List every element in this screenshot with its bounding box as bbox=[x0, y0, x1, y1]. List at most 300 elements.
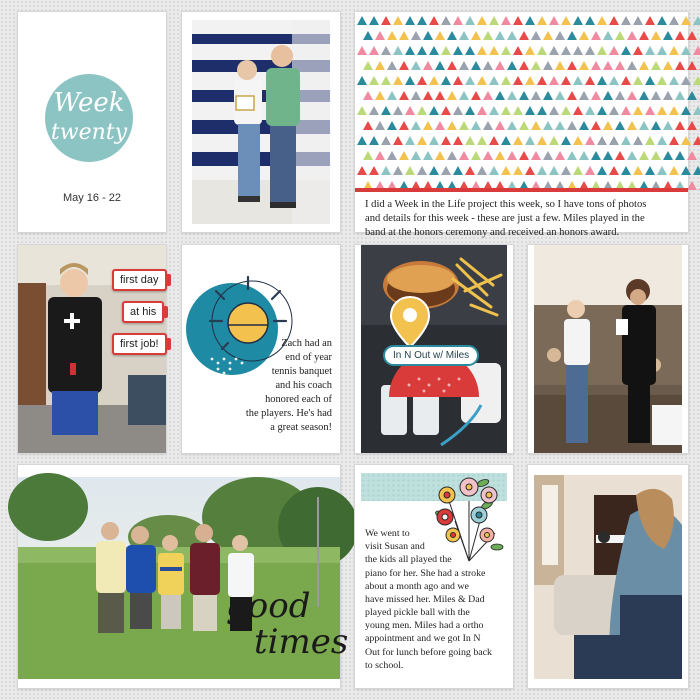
pattern-triangle bbox=[567, 151, 577, 160]
pattern-triangle bbox=[549, 136, 559, 145]
visit-line: played pickle ball with the bbox=[365, 607, 470, 619]
pattern-triangle bbox=[429, 16, 439, 25]
pattern-triangle bbox=[465, 46, 475, 55]
pattern-triangle bbox=[417, 106, 427, 115]
pattern-triangle bbox=[495, 31, 505, 40]
pattern-triangle bbox=[567, 61, 577, 70]
pattern-triangle bbox=[357, 106, 367, 115]
visit-line: We went to bbox=[365, 528, 410, 539]
pattern-triangle bbox=[645, 76, 655, 85]
pattern-triangle bbox=[435, 91, 445, 100]
tennis-line: honored each of bbox=[265, 394, 332, 406]
pattern-triangle bbox=[375, 31, 385, 40]
pattern-triangle bbox=[615, 61, 625, 70]
pattern-triangle bbox=[585, 166, 595, 175]
pattern-triangle bbox=[531, 151, 541, 160]
honors-card bbox=[528, 245, 688, 453]
pattern-triangle bbox=[393, 166, 403, 175]
pattern-triangle bbox=[573, 136, 583, 145]
pattern-triangle bbox=[645, 166, 655, 175]
pattern-triangle bbox=[585, 46, 595, 55]
pattern-triangle bbox=[495, 91, 505, 100]
pattern-triangle bbox=[537, 46, 547, 55]
pattern-triangle bbox=[453, 46, 463, 55]
tennis-line: end of year bbox=[285, 352, 332, 364]
pattern-triangle bbox=[669, 46, 679, 55]
pattern-triangle bbox=[399, 91, 409, 100]
pattern-triangle bbox=[477, 16, 487, 25]
visit-line: have missed her. Miles & Dad bbox=[365, 593, 485, 605]
at-his-tag: at his bbox=[122, 301, 164, 323]
pattern-triangle bbox=[489, 76, 499, 85]
pattern-triangle bbox=[675, 91, 685, 100]
pattern-triangle bbox=[495, 61, 505, 70]
pattern-triangle bbox=[633, 136, 643, 145]
pattern-triangle bbox=[387, 121, 397, 130]
pattern-triangle bbox=[507, 121, 517, 130]
pattern-triangle bbox=[483, 31, 493, 40]
pattern-triangle bbox=[405, 46, 415, 55]
pattern-triangle bbox=[477, 136, 487, 145]
pattern-triangle bbox=[459, 31, 469, 40]
tennis-line: the players. He's had bbox=[245, 408, 332, 420]
pattern-triangle bbox=[453, 106, 463, 115]
pattern-triangle bbox=[375, 91, 385, 100]
pattern-triangle bbox=[357, 76, 367, 85]
pattern-triangle bbox=[603, 151, 613, 160]
visit-card bbox=[355, 465, 513, 688]
pattern-triangle bbox=[573, 16, 583, 25]
pattern-triangle bbox=[357, 16, 367, 25]
pattern-triangle bbox=[663, 31, 673, 40]
pattern-triangle bbox=[525, 46, 535, 55]
pattern-triangle bbox=[531, 91, 541, 100]
pattern-triangle bbox=[561, 166, 571, 175]
pattern-triangle bbox=[645, 16, 655, 25]
pattern-triangle bbox=[447, 31, 457, 40]
pattern-triangle bbox=[483, 61, 493, 70]
pattern-triangle bbox=[681, 46, 691, 55]
pattern-triangle bbox=[543, 61, 553, 70]
pattern-triangle bbox=[537, 16, 547, 25]
pattern-triangle bbox=[657, 16, 667, 25]
pattern-triangle bbox=[591, 121, 601, 130]
pattern-triangle bbox=[471, 151, 481, 160]
pattern-triangle bbox=[435, 151, 445, 160]
pattern-triangle bbox=[645, 136, 655, 145]
first-job-card bbox=[18, 245, 166, 453]
pattern-triangle bbox=[483, 121, 493, 130]
pattern-triangle bbox=[477, 106, 487, 115]
pattern-triangle bbox=[387, 91, 397, 100]
pattern-triangle bbox=[357, 136, 367, 145]
pattern-triangle bbox=[603, 91, 613, 100]
pattern-triangle bbox=[585, 106, 595, 115]
award-photo-card bbox=[182, 12, 340, 232]
pattern-triangle bbox=[633, 106, 643, 115]
pattern-triangle bbox=[567, 91, 577, 100]
tennis-line: a great season! bbox=[270, 422, 332, 434]
pattern-triangle bbox=[543, 121, 553, 130]
pattern-triangle bbox=[417, 16, 427, 25]
pattern-triangle bbox=[477, 76, 487, 85]
red-divider bbox=[355, 188, 688, 192]
pattern-triangle bbox=[429, 76, 439, 85]
pattern-triangle bbox=[507, 91, 517, 100]
pattern-triangle bbox=[585, 136, 595, 145]
pattern-triangle bbox=[537, 106, 547, 115]
pattern-triangle bbox=[399, 61, 409, 70]
pattern-triangle bbox=[531, 61, 541, 70]
pattern-triangle bbox=[441, 136, 451, 145]
week-number-word: twenty bbox=[50, 120, 128, 145]
pattern-triangle bbox=[471, 121, 481, 130]
title-card bbox=[18, 12, 166, 232]
week-word: Week bbox=[53, 88, 125, 118]
pattern-triangle bbox=[639, 31, 649, 40]
tennis-text bbox=[246, 337, 332, 435]
pattern-triangle bbox=[441, 106, 451, 115]
pattern-triangle bbox=[621, 166, 631, 175]
visit-line: young men. Miles had a ortho bbox=[365, 620, 484, 632]
pattern-triangle bbox=[411, 121, 421, 130]
pattern-triangle bbox=[369, 76, 379, 85]
pattern-triangle bbox=[555, 61, 565, 70]
pattern-triangle bbox=[453, 76, 463, 85]
pattern-triangle bbox=[681, 166, 691, 175]
pattern-triangle bbox=[447, 91, 457, 100]
visit-line: the kids all played the bbox=[365, 554, 452, 566]
pattern-triangle bbox=[519, 151, 529, 160]
pattern-triangle bbox=[513, 46, 523, 55]
pattern-triangle bbox=[501, 136, 511, 145]
pattern-triangle bbox=[687, 61, 697, 70]
journal-line: and details for this week - these are just a few. Miles played in the bbox=[365, 212, 645, 224]
pattern-triangle bbox=[363, 61, 373, 70]
pattern-triangle bbox=[675, 31, 685, 40]
pattern-triangle bbox=[501, 76, 511, 85]
pattern-triangle bbox=[597, 76, 607, 85]
pattern-triangle bbox=[621, 16, 631, 25]
pattern-triangle bbox=[681, 106, 691, 115]
pattern-triangle bbox=[609, 166, 619, 175]
pattern-triangle bbox=[639, 61, 649, 70]
pattern-triangle bbox=[597, 46, 607, 55]
pattern-triangle bbox=[447, 121, 457, 130]
pattern-triangle bbox=[525, 16, 535, 25]
pattern-triangle bbox=[663, 91, 673, 100]
pattern-triangle bbox=[615, 31, 625, 40]
pattern-triangle bbox=[681, 16, 691, 25]
pattern-triangle bbox=[453, 16, 463, 25]
journal-week-text bbox=[365, 198, 683, 240]
pattern-triangle bbox=[501, 16, 511, 25]
pattern-triangle bbox=[657, 166, 667, 175]
pattern-triangle bbox=[387, 31, 397, 40]
pattern-triangle bbox=[561, 76, 571, 85]
pattern-triangle bbox=[579, 91, 589, 100]
pattern-triangle bbox=[519, 121, 529, 130]
pattern-triangle bbox=[687, 151, 697, 160]
pattern-journal-card bbox=[355, 12, 688, 238]
pattern-triangle bbox=[423, 151, 433, 160]
pattern-triangle bbox=[561, 136, 571, 145]
pattern-triangle bbox=[549, 16, 559, 25]
pattern-triangle bbox=[411, 61, 421, 70]
pattern-triangle bbox=[357, 166, 367, 175]
pattern-triangle bbox=[669, 166, 679, 175]
pattern-triangle bbox=[447, 151, 457, 160]
pattern-triangle bbox=[441, 76, 451, 85]
pattern-triangle bbox=[693, 166, 700, 175]
pattern-triangle bbox=[363, 31, 373, 40]
pattern-triangle bbox=[411, 151, 421, 160]
tennis-line: tennis banquet bbox=[271, 366, 332, 378]
pattern-triangle bbox=[411, 91, 421, 100]
pattern-triangle bbox=[369, 46, 379, 55]
pattern-triangle bbox=[579, 151, 589, 160]
pattern-triangle bbox=[525, 136, 535, 145]
pattern-triangle bbox=[429, 136, 439, 145]
visit-line: about a month ago and we bbox=[365, 580, 469, 592]
pattern-triangle bbox=[579, 121, 589, 130]
pattern-triangle bbox=[657, 76, 667, 85]
good-word: good bbox=[226, 586, 311, 626]
food-card bbox=[355, 245, 513, 453]
pattern-triangle bbox=[375, 61, 385, 70]
pattern-triangle bbox=[609, 46, 619, 55]
pattern-triangle bbox=[489, 136, 499, 145]
pattern-triangle bbox=[687, 181, 697, 190]
pattern-triangle bbox=[393, 46, 403, 55]
pattern-triangle bbox=[441, 46, 451, 55]
honors-photo bbox=[534, 245, 682, 453]
pattern-triangle bbox=[615, 91, 625, 100]
pattern-triangle bbox=[435, 121, 445, 130]
pattern-triangle bbox=[567, 121, 577, 130]
pattern-triangle bbox=[615, 151, 625, 160]
pattern-triangle bbox=[393, 76, 403, 85]
pattern-triangle bbox=[645, 106, 655, 115]
pattern-triangle bbox=[429, 106, 439, 115]
pattern-triangle bbox=[561, 106, 571, 115]
pattern-triangle bbox=[639, 121, 649, 130]
pattern-triangle bbox=[465, 106, 475, 115]
pattern-triangle bbox=[381, 136, 391, 145]
pattern-triangle bbox=[555, 91, 565, 100]
pattern-triangle bbox=[525, 76, 535, 85]
pattern-triangle bbox=[621, 46, 631, 55]
pattern-triangle bbox=[621, 76, 631, 85]
pattern-triangle bbox=[369, 166, 379, 175]
pattern-triangle bbox=[471, 31, 481, 40]
pattern-triangle bbox=[693, 16, 700, 25]
pattern-triangle bbox=[405, 166, 415, 175]
pattern-triangle bbox=[459, 151, 469, 160]
pattern-triangle bbox=[387, 151, 397, 160]
pattern-triangle bbox=[633, 76, 643, 85]
pattern-triangle bbox=[441, 16, 451, 25]
pattern-triangle bbox=[477, 46, 487, 55]
pattern-triangle bbox=[633, 16, 643, 25]
pattern-triangle bbox=[645, 46, 655, 55]
visit-line: appointment and we got In N bbox=[365, 633, 481, 645]
pattern-triangle bbox=[381, 46, 391, 55]
pattern-triangle bbox=[669, 106, 679, 115]
pattern-triangle bbox=[423, 91, 433, 100]
pattern-triangle bbox=[513, 16, 523, 25]
visit-line: piano for her. She had a stroke bbox=[365, 567, 486, 579]
pattern-triangle bbox=[561, 46, 571, 55]
pattern-triangle bbox=[363, 121, 373, 130]
pattern-triangle bbox=[693, 106, 700, 115]
pattern-triangle bbox=[633, 46, 643, 55]
pattern-triangle bbox=[531, 31, 541, 40]
pattern-triangle bbox=[609, 76, 619, 85]
pattern-triangle bbox=[591, 151, 601, 160]
pattern-triangle bbox=[483, 151, 493, 160]
pattern-triangle bbox=[465, 166, 475, 175]
pattern-triangle bbox=[393, 136, 403, 145]
pattern-triangle bbox=[429, 166, 439, 175]
pattern-triangle bbox=[459, 61, 469, 70]
pattern-triangle bbox=[543, 31, 553, 40]
pattern-triangle bbox=[687, 91, 697, 100]
pattern-triangle bbox=[663, 151, 673, 160]
pattern-triangle bbox=[501, 46, 511, 55]
pattern-triangle bbox=[549, 76, 559, 85]
pattern-triangle bbox=[657, 136, 667, 145]
pattern-triangle bbox=[501, 106, 511, 115]
tennis-line: and his coach bbox=[275, 380, 332, 392]
pattern-triangle bbox=[399, 31, 409, 40]
pattern-triangle bbox=[603, 31, 613, 40]
pattern-triangle bbox=[669, 16, 679, 25]
pattern-triangle bbox=[489, 166, 499, 175]
pattern-triangle bbox=[675, 151, 685, 160]
pattern-triangle bbox=[669, 136, 679, 145]
pattern-triangle bbox=[609, 136, 619, 145]
pattern-triangle bbox=[531, 121, 541, 130]
pattern-triangle bbox=[597, 136, 607, 145]
pattern-triangle bbox=[597, 166, 607, 175]
pattern-triangle bbox=[465, 76, 475, 85]
pattern-triangle bbox=[687, 121, 697, 130]
pattern-triangle bbox=[513, 166, 523, 175]
pattern-triangle bbox=[519, 91, 529, 100]
pattern-triangle bbox=[603, 61, 613, 70]
pattern-triangle bbox=[459, 121, 469, 130]
pattern-triangle bbox=[513, 76, 523, 85]
pattern-triangle bbox=[651, 61, 661, 70]
pattern-triangle bbox=[567, 31, 577, 40]
pattern-triangle bbox=[651, 31, 661, 40]
pattern-triangle bbox=[381, 16, 391, 25]
visit-line: to school. bbox=[365, 659, 404, 671]
pattern-triangle bbox=[573, 166, 583, 175]
pattern-triangle bbox=[393, 16, 403, 25]
first-job-tag: first job! bbox=[112, 333, 167, 355]
pattern-triangle bbox=[405, 76, 415, 85]
pattern-triangle bbox=[615, 121, 625, 130]
journal-line: band at the honors ceremony and received an honors award. bbox=[365, 226, 620, 238]
pattern-triangle bbox=[555, 151, 565, 160]
pattern-triangle bbox=[507, 151, 517, 160]
pattern-triangle bbox=[549, 106, 559, 115]
pattern-triangle bbox=[501, 166, 511, 175]
pattern-triangle bbox=[651, 151, 661, 160]
visit-line: Out for lunch before going back bbox=[365, 646, 492, 658]
pattern-triangle bbox=[423, 31, 433, 40]
visit-line: visit Susan and bbox=[365, 541, 425, 553]
pattern-triangle bbox=[663, 61, 673, 70]
pattern-triangle bbox=[417, 166, 427, 175]
pattern-triangle bbox=[435, 31, 445, 40]
pattern-triangle bbox=[507, 31, 517, 40]
pattern-triangle bbox=[663, 121, 673, 130]
good-times-card bbox=[18, 465, 349, 688]
pattern-triangle bbox=[411, 31, 421, 40]
pattern-triangle bbox=[609, 106, 619, 115]
pattern-triangle bbox=[621, 106, 631, 115]
pattern-triangle bbox=[633, 166, 643, 175]
pattern-triangle bbox=[459, 91, 469, 100]
pattern-triangle bbox=[363, 151, 373, 160]
pattern-triangle bbox=[693, 136, 700, 145]
pattern-triangle bbox=[669, 76, 679, 85]
pattern-triangle bbox=[399, 151, 409, 160]
pattern-triangle bbox=[651, 121, 661, 130]
pattern-triangle bbox=[405, 136, 415, 145]
pattern-triangle bbox=[555, 121, 565, 130]
pattern-triangle bbox=[375, 151, 385, 160]
pattern-triangle bbox=[525, 106, 535, 115]
date-range: May 16 - 22 bbox=[62, 192, 122, 204]
pattern-triangle bbox=[465, 136, 475, 145]
pattern-triangle bbox=[453, 136, 463, 145]
pattern-triangle bbox=[621, 136, 631, 145]
pattern-triangle bbox=[579, 61, 589, 70]
pattern-triangle bbox=[513, 106, 523, 115]
pattern-triangle bbox=[573, 46, 583, 55]
pattern-triangle bbox=[513, 136, 523, 145]
pattern-triangle bbox=[417, 46, 427, 55]
week-badge bbox=[45, 74, 133, 162]
pattern-triangle bbox=[381, 166, 391, 175]
pattern-triangle bbox=[537, 76, 547, 85]
pattern-triangle bbox=[471, 61, 481, 70]
food-label: In N Out w/ Miles bbox=[383, 345, 479, 366]
pattern-triangle bbox=[381, 76, 391, 85]
pattern-triangle bbox=[597, 106, 607, 115]
pattern-triangle bbox=[525, 166, 535, 175]
pattern-triangle bbox=[597, 16, 607, 25]
pattern-triangle bbox=[627, 121, 637, 130]
pattern-triangle bbox=[657, 106, 667, 115]
pattern-triangle bbox=[489, 46, 499, 55]
pattern-triangle bbox=[423, 61, 433, 70]
pattern-triangle bbox=[675, 61, 685, 70]
pattern-triangle bbox=[489, 106, 499, 115]
pattern-triangle bbox=[369, 106, 379, 115]
pattern-triangle bbox=[381, 106, 391, 115]
pattern-triangle bbox=[483, 91, 493, 100]
visit-text bbox=[365, 527, 509, 672]
pattern-triangle bbox=[675, 121, 685, 130]
pattern-triangle bbox=[357, 46, 367, 55]
journal-line: I did a Week in the Life project this week, so I have tons of photos bbox=[365, 199, 647, 210]
pattern-triangle bbox=[537, 136, 547, 145]
